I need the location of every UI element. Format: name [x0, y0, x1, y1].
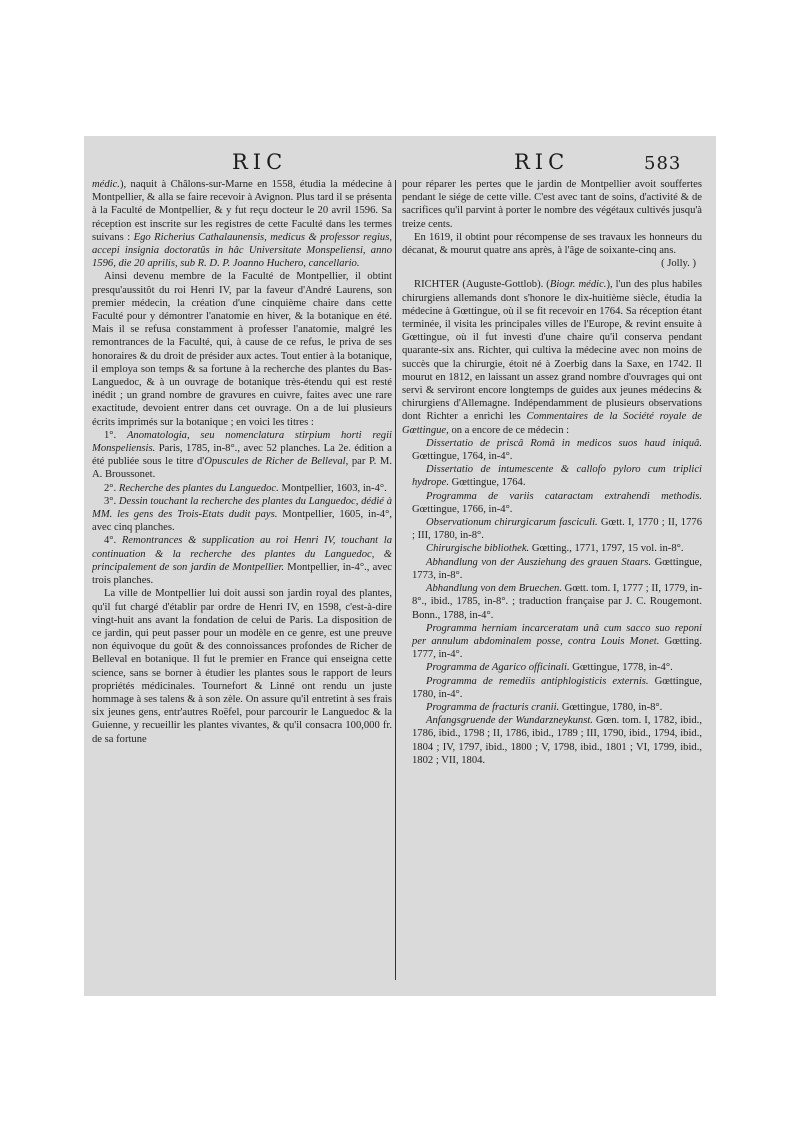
work-item: Programma de Agarico officinali. Gœttingue, 1778, in-4°.: [426, 662, 673, 674]
paragraph: La ville de Montpellier lui doit aussi son jardin royal des plantes, qu'il fut chargé d'établir par ordre de Henri IV, en 1598, c'est-à-dire vingt-huit ans avant la fondation de celui de Paris. La disposition de ce jardin, qui peut passer pour un modèle en ce genre, est une preuve non équivoque du goût & des connoissances profondes de Richer de Belleval en botanique. Il fut le premier en France qui enseigna cette science, sans se borner à étudier les plantes sous le rapport de leurs propriétés médicinales. Tournefort & Linné ont rendu un juste hommage à ses talens & à son zèle. On assure qu'il entretint à ses frais six jeunes gens, entr'autres Roëfel, pour parcourir le Languedoc & la Guienne, y recueillir les plantes vivantes, & qu'il consacra 100,000 fr. de sa fortune: [92, 588, 392, 745]
work-item: 2°. Recherche des plantes du Languedoc. Montpellier, 1603, in-4°.: [104, 482, 387, 494]
paragraph: En 1619, il obtint pour récompense de ses travaux les honneurs du décanat, & mourut quatre ans après, à l'âge de soixante-cinq ans.: [402, 231, 702, 257]
work-item: Programma de remediis antiphlogisticis externis. Gœttingue, 1780, in-4°.: [412, 675, 702, 700]
work-item: Programma de fracturis cranii. Gœttingue, 1780, in-8°.: [426, 701, 663, 713]
work-item: 4°. Remontrances & supplication au roi Henri IV, touchant la continuation & la recherche des plantes du Languedoc, & principalement de son jardin de Montpellier. Montpellier, in-4°., avec trois planches.: [92, 535, 392, 587]
work-item: Dissertatio de priscâ Româ in medicos suos haud iniquâ. Gœttingue, 1764, in-4°.: [412, 437, 702, 463]
work-item: Dissertatio de intumescente & callofo pyloro cum triplici hydrope. Gœttingue, 1764.: [412, 464, 702, 489]
work-item: Programma de variis cataractam extrahendi methodis. Gœttingue, 1766, in-4°.: [412, 490, 702, 515]
work-item: Chirurgische bibliothek. Gœtting., 1771, 1797, 15 vol. in-8°.: [426, 543, 684, 555]
work-item: 1°. Anomatologia, seu nomenclatura stirpium horti regii Monspeliensis. Paris, 1785, in-8°., avec 52 planches. La 2e. édition a été publiée sous le titre d'Opuscules de Richer de Belleval, par P. M. A. Broussonet.: [92, 429, 392, 481]
header-left: RIC: [232, 150, 288, 174]
work-item: Abhandlung von der Ausziehung des grauen Staars. Gœttingue, 1773, in-8°.: [412, 556, 702, 581]
work-item: Programma herniam incarceratam unâ cum sacco suo reponi per annulum abdominalem posse, contra Louis Monet. Gœtting. 1777, in-4°.: [412, 622, 702, 661]
page-number: 583: [644, 153, 682, 174]
column-divider: [395, 180, 396, 980]
header-right: RIC: [514, 150, 570, 174]
work-item: 3°. Dessin touchant la recherche des plantes du Languedoc, dédié à MM. les gens des Trois-Etats dudit pays. Montpellier, 1605, in-4°, avec cinq planches.: [92, 495, 392, 534]
work-item: Abhandlung von dem Bruechen. Gœtt. tom. I, 1777 ; II, 1779, in-8°., ibid., 1785, in-8°. ; traduction française par J. C. Rougemont. Bonn., 1788, in-4°.: [412, 583, 702, 621]
work-item: Observationum chirurgicarum fasciculi. Gœtt. I, 1770 ; II, 1776 ; III, 1780, in-8°.: [412, 517, 702, 542]
richer-entry-start: médic.), naquit à Châlons-sur-Marne en 1558, étudia la médecine à Montpellier, & alla se faire recevoir à Avignon. Plus tard il se présenta à la Faculté de Montpellier, & y fut reçu docteur le 20 avril 1596. Sa réception est inscrite sur les registres de cette Faculté dans les termes suivans : Ego Richerius Cathalaunensis, medicus & professor regius, accepi insignia doctoratûs in hâc Universitate Monspeliensi, anno 1596, die 20 aprilis, sub R. D. P. Joanno Huchero, cancellario.: [92, 179, 392, 270]
scanned-page: [84, 136, 716, 996]
right-column: [402, 178, 702, 990]
running-header: [84, 150, 716, 178]
author-signature: ( Jolly. ): [661, 258, 696, 270]
left-column: [92, 178, 392, 990]
paragraph: Ainsi devenu membre de la Faculté de Montpellier, il obtint presqu'aussitôt du roi Henri IV, par la faveur d'André Laurens, son premier médecin, la création d'une cinquième chaire dans cette Faculté pour y démontrer l'anatomie en hiver, & la botanique en été. Mais il se refusa constamment à professer l'anatomie, malgré les remontrances de la Faculté, qui, à cause de ce refus, le priva de ses honoraires & du droit de présider aux actes. Tout entier à la botanique, il employa son temps & sa fortune à la recherche des plantes du Bas-Languedoc, & à un ouvrage de botanique très-étendu qui est resté inédit ; un grand nombre de gravures en cuivre, faites avec une rare exactitude, devoient entrer dans cet ouvrage. On a de lui plusieurs écrits imprimés sur la botanique ; en voici les titres :: [92, 271, 392, 428]
richter-entry: RICHTER (Auguste-Gottlob). (Biogr. médic.), l'un des plus habiles chirurgiens allemands dont s'honore le dix-huitième siècle, étudia la médecine à Gœttingue, où il se fit recevoir en 1764. Sa réception étant terminée, il visita les principales villes de l'Europe, & revint ensuite à Gœttingue, où il fut investi d'une chaire qu'il conserva pendant quarante-six ans. Richter, qui cultiva la médecine avec non moins de succès que la chirurgie, étoit né à Zoerbig dans la Saxe, en 1742. Il mourut en 1812, en laissant un assez grand nombre d'ouvrages qui ont servi & serviront encore longtemps de guides aux jeunes médecins & chirurgiens d'Allemagne. Indépendamment de plusieurs observations dont Richter a enrichi les Commentaires de la Société royale de Gœttingue, on a encore de ce médecin :: [402, 279, 702, 436]
paragraph: pour réparer les pertes que le jardin de Montpellier avoit souffertes pendant le siége de cette ville. C'est avec tant de soins, d'activité & de sacrifices qu'il parvint à porter le nombre des végétaux cultivés jusqu'à treize cents.: [402, 179, 702, 230]
work-item: Anfangsgruende der Wundarzneykunst. Gœn. tom. I, 1782, ibid., 1786, ibid., 1798 ; II, 1786, ibid., 1789 ; III, 1790, ibid., 1794, ibid., 1804 ; IV, 1797, ibid., 1800 ; V, 1798, ibid., 1801 ; VI, 1799, ibid., 1802 ; VII, 1804.: [412, 715, 702, 766]
